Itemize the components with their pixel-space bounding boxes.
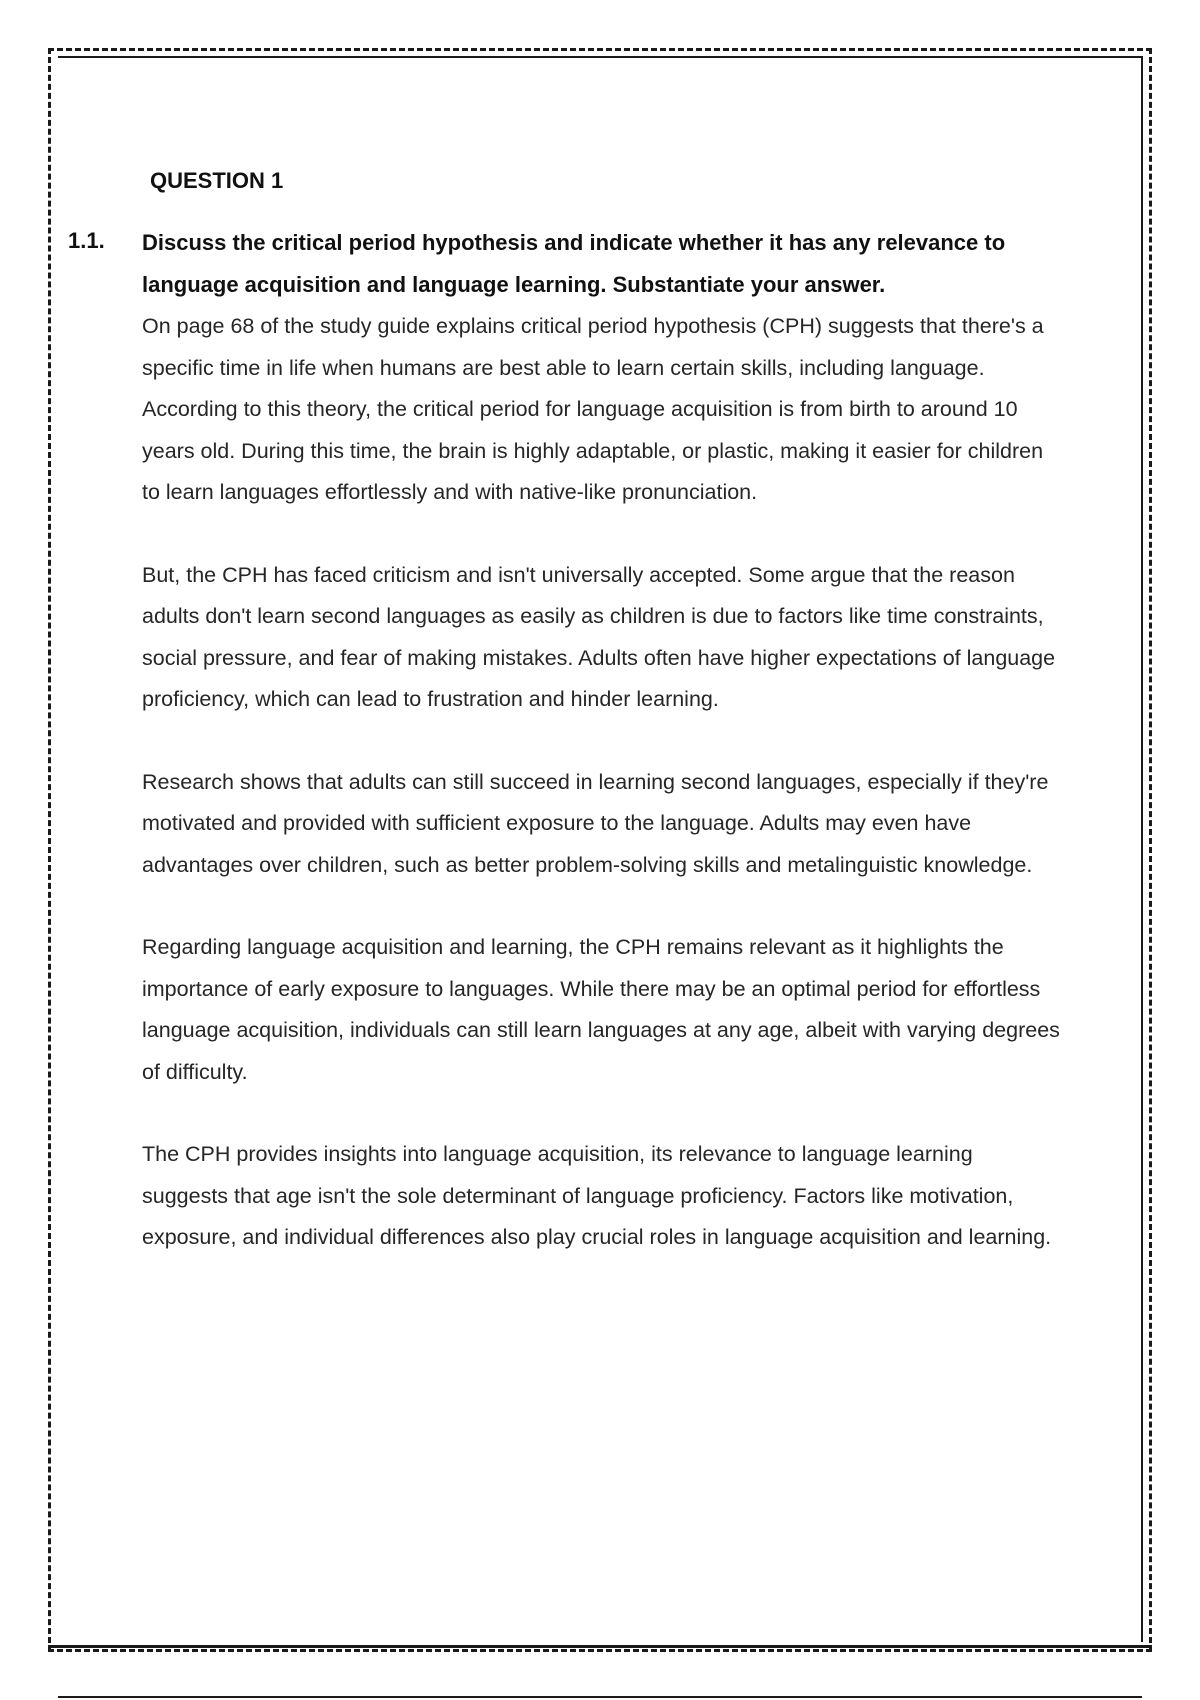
footer-rule bbox=[58, 1696, 1142, 1698]
answer-paragraph: On page 68 of the study guide explains critical period hypothesis (CPH) suggests that there's a specific time in life when humans are best able to learn certain skills, including language. According to this theory, the critical period for language acquisition is from birth to around 10 years old. During this time, the brain is highly adaptable, or plastic, making it easier for children to learn languages effortlessly and with native-like pronunciation. bbox=[142, 314, 1044, 504]
answer-paragraph: The CPH provides insights into language acquisition, its relevance to language learning suggests that age isn't the sole determinant of language proficiency. Factors like motivation, exposure, and individual differences also play crucial roles in language acquisition and learning. bbox=[142, 1142, 1052, 1249]
inner-right-rule bbox=[1141, 56, 1143, 1642]
answer-paragraph: But, the CPH has faced criticism and isn't universally accepted. Some argue that the reason adults don't learn second languages as easily as children is due to factors like time constraints, social pressure, and fear of making mistakes. Adults often have higher expectations of language proficiency, which can lead to frustration and hinder learning. bbox=[142, 562, 1056, 711]
answer-paragraph: Regarding language acquisition and learning, the CPH remains relevant as it highlights the importance of early exposure to languages. While there may be an optimal period for effortless language acquisition, individuals can still learn languages at any age, albeit with varying degrees of difficulty. bbox=[142, 935, 1060, 1084]
question-heading: QUESTION 1 bbox=[150, 168, 284, 193]
question-text: Discuss the critical period hypothesis and indicate whether it has any relevance to language acquisition and language learning. Substantiate your answer. bbox=[142, 230, 1006, 297]
inner-top-rule bbox=[58, 56, 1142, 58]
question-number: 1.1. bbox=[68, 228, 105, 253]
question-body bbox=[142, 222, 1062, 1300]
inner-bottom-rule bbox=[48, 1645, 1152, 1648]
answer-paragraph: Research shows that adults can still succeed in learning second languages, especially if they're motivated and provided with sufficient exposure to the language. Adults may even have advantages over children, such as better problem-solving skills and metalinguistic knowledge. bbox=[142, 769, 1049, 877]
